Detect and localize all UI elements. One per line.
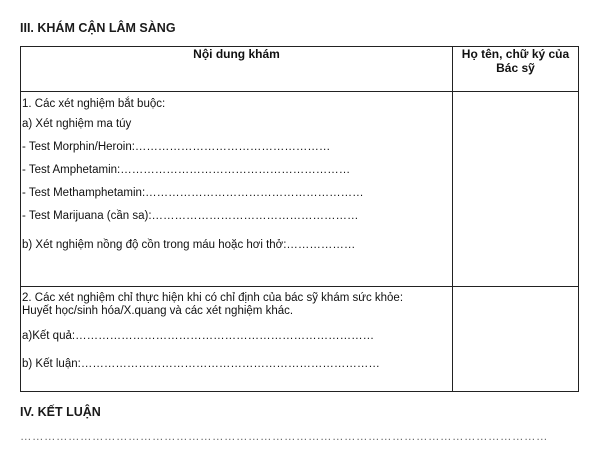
result-line: a)Kết quả:…………………………………………………………………… xyxy=(22,330,375,342)
indicated-tests-heading-line1: 2. Các xét nghiệm chỉ thực hiện khi có chỉ định của bác sỹ khám sức khỏe: xyxy=(22,292,404,304)
test-amphetamin-line: - Test Amphetamin:…………………………………………………… xyxy=(22,164,351,176)
conclusion-line: b) Kết luận:…………………………………………………………………… xyxy=(22,358,380,370)
doctor-signature-cell-2 xyxy=(453,287,579,392)
table-row-mandatory-tests xyxy=(21,92,579,287)
doctor-signature-cell-1 xyxy=(453,92,579,287)
header-content-label: Nội dung khám xyxy=(193,47,280,61)
header-doctor-cell xyxy=(453,47,579,92)
test-methamphetamin-line: - Test Methamphetamin:………………………………………………… xyxy=(22,187,364,199)
test-marijuana-line: - Test Marijuana (cần sa):……………………………………………… xyxy=(22,210,359,222)
clinical-exam-table xyxy=(20,46,579,392)
mandatory-tests-heading: 1. Các xét nghiệm bắt buộc: xyxy=(22,98,166,110)
test-morphin-line: - Test Morphin/Heroin:…………………………………………… xyxy=(22,141,331,153)
table-header-row xyxy=(21,47,579,92)
indicated-tests-heading-line2: Huyết học/sinh hóa/X.quang và các xét nghiệm khác. xyxy=(22,305,294,317)
header-doctor-line1: Họ tên, chữ ký của xyxy=(461,47,570,61)
indicated-tests-cell xyxy=(21,287,453,392)
drug-test-subheading: a) Xét nghiệm ma túy xyxy=(22,118,132,130)
table-row-indicated-tests xyxy=(21,287,579,392)
alcohol-test-line: b) Xét nghiệm nồng độ cồn trong máu hoặc hơi thở:……………… xyxy=(22,239,356,251)
header-doctor-line2: Bác sỹ xyxy=(496,61,535,75)
section-4-title: IV. KẾT LUẬN xyxy=(20,405,101,419)
header-doctor-label xyxy=(453,47,578,75)
conclusion-dotted-line: …………………………………………………………………………………………………………………… xyxy=(20,431,548,443)
section-3-title: III. KHÁM CẬN LÂM SÀNG xyxy=(20,21,176,35)
mandatory-tests-cell xyxy=(21,92,453,287)
header-content-cell xyxy=(21,47,453,92)
